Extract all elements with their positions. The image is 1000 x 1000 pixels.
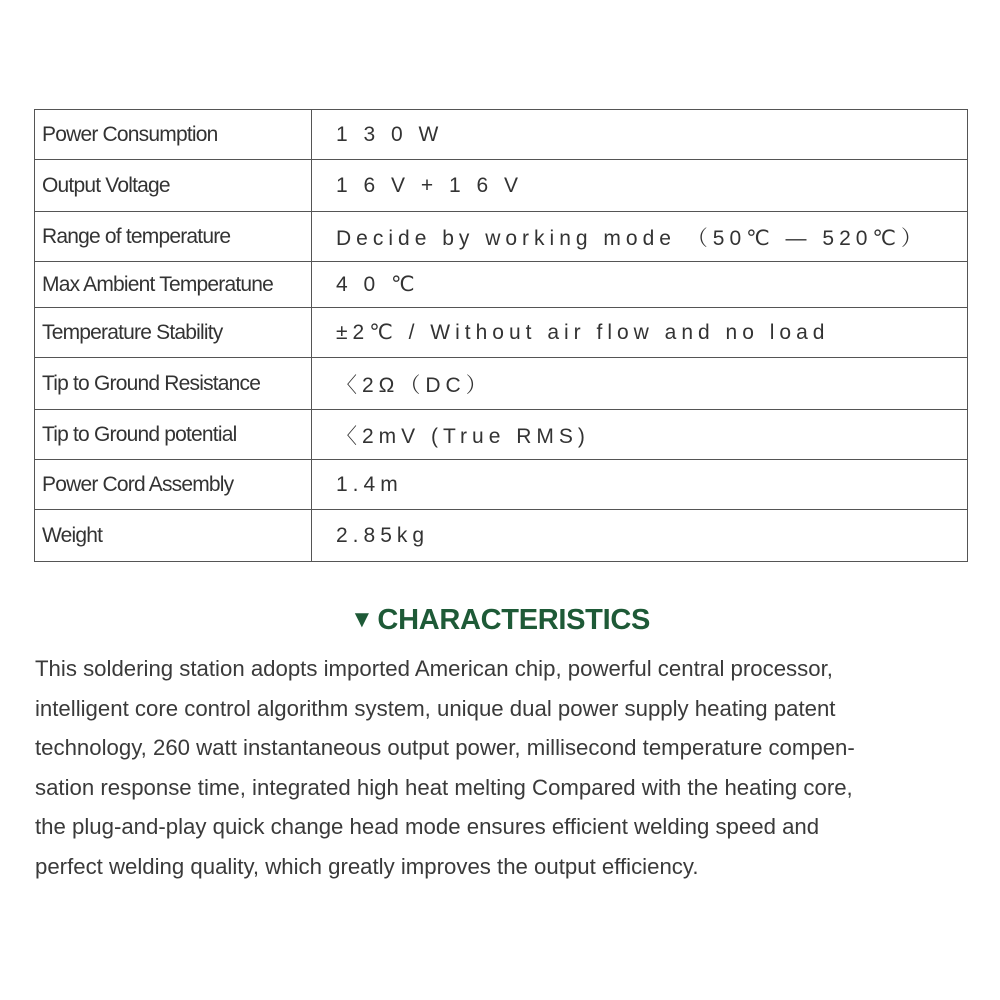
spec-value: Decide by working mode （50℃ — 520℃） <box>312 212 968 262</box>
specifications-table <box>34 109 968 562</box>
table-row <box>35 308 968 358</box>
table-row <box>35 160 968 212</box>
spec-label: Weight <box>35 510 312 562</box>
spec-label: Power Consumption <box>35 110 312 160</box>
characteristics-heading <box>0 604 1000 637</box>
spec-value: 1.4m <box>312 460 968 510</box>
spec-value: 1 6 V + 1 6 V <box>312 160 968 212</box>
spec-label: Tip to Ground Resistance <box>35 358 312 410</box>
spec-value: ±2℃ / Without air flow and no load <box>312 308 968 358</box>
table-row <box>35 110 968 160</box>
table-row <box>35 212 968 262</box>
spec-value: 1 3 0 W <box>312 110 968 160</box>
spec-value: 〈2Ω（DC） <box>312 358 968 410</box>
spec-value: 2.85kg <box>312 510 968 562</box>
spec-label: Temperature Stability <box>35 308 312 358</box>
spec-value: 4 0 ℃ <box>312 262 968 308</box>
spec-label: Tip to Ground potential <box>35 410 312 460</box>
spec-value: 〈2mV (True RMS) <box>312 410 968 460</box>
table-row <box>35 510 968 562</box>
characteristics-description: This soldering station adopts imported American chip, powerful central processor, intelligent core control algorithm system, unique dual power supply heating patent technology, 260 watt instantaneous output power, millisecond temperature compen- sation response time, integrated high heat melting Compared with the heating core, the plug-and-play quick change head mode ensures efficient welding speed and perfect welding quality, which greatly improves the output efficiency. <box>35 656 855 879</box>
triangle-down-icon: ▼ <box>349 606 374 633</box>
table-row <box>35 358 968 410</box>
table-row <box>35 410 968 460</box>
heading-text: CHARACTERISTICS <box>377 604 651 636</box>
table-row <box>35 460 968 510</box>
spec-label: Range of temperature <box>35 212 312 262</box>
table-row <box>35 262 968 308</box>
spec-label: Power Cord Assembly <box>35 460 312 510</box>
spec-label: Output Voltage <box>35 160 312 212</box>
spec-label: Max Ambient Temperatune <box>35 262 312 308</box>
